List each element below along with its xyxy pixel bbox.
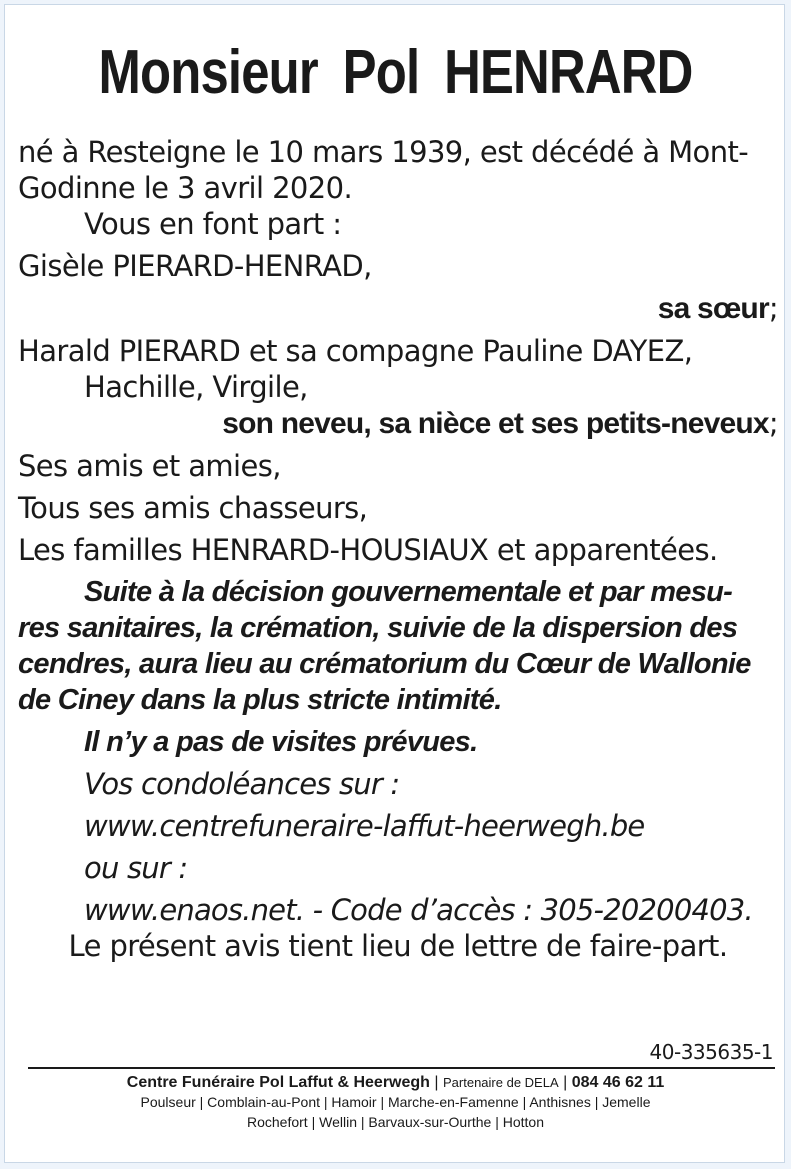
birth-line-1: né à Resteigne le 10 mars 1939, est décédé à Mont- <box>18 135 749 169</box>
divider <box>28 1067 775 1069</box>
hunters-line: Tous ses amis chasseurs, <box>18 491 368 525</box>
cremation-line-4: de Ciney dans la plus stricte intimité. <box>18 684 502 716</box>
separator: | <box>434 1074 439 1091</box>
or-on-line: ou sur : <box>84 851 188 885</box>
separator: | <box>563 1074 568 1091</box>
footer <box>0 1074 791 1132</box>
announce-line: Vous en font part : <box>84 207 342 241</box>
cremation-line-3: cendres, aura lieu au crématorium du Cœur de Wallonie <box>18 648 751 680</box>
nephew-line-1: Harald PIERARD et sa compagne Pauline DAYEZ, <box>18 334 693 368</box>
condolences-line: Vos condoléances sur : <box>84 767 400 801</box>
footer-locations-1: Poulseur | Comblain-au-Pont | Hamoir | Marche-en-Famenne | Anthisnes | Jemelle <box>140 1094 651 1110</box>
footer-locations-2: Rochefort | Wellin | Barvaux-sur-Ourthe | Hotton <box>247 1114 544 1130</box>
company-name: Centre Funéraire Pol Laffut & Heerwegh <box>126 1074 430 1091</box>
notice-title: Monsieur Pol HENRARD <box>98 38 693 107</box>
nephew-role: son neveu, sa nièce et ses petits-neveux <box>222 407 769 440</box>
cremation-line-2: res sanitaires, la crémation, suivie de la dispersion des <box>18 612 738 644</box>
sister-role-line <box>18 290 778 327</box>
sister-name: Gisèle PIERARD-HENRAD, <box>18 249 372 283</box>
closing-line: Le présent avis tient lieu de lettre de faire-part. <box>68 929 728 963</box>
reference-number: 40-335635-1 <box>649 1040 773 1064</box>
cremation-line-1: Suite à la décision gouvernementale et par mesu- <box>84 576 733 608</box>
phone-number: 084 46 62 11 <box>571 1074 665 1091</box>
sister-role: sa sœur <box>657 292 769 325</box>
website-link-2[interactable]: www.enaos.net. - Code d’accès : 305-20200403. <box>84 893 753 927</box>
birth-line-2: Godinne le 3 avril 2020. <box>18 171 353 205</box>
no-visits-line: Il n’y a pas de visites prévues. <box>84 726 478 758</box>
nephew-role-line <box>18 405 778 442</box>
partner-label: Partenaire de DELA <box>443 1075 559 1090</box>
families-line: Les familles HENRARD-HOUSIAUX et apparentées. <box>18 533 718 567</box>
semicolon: ; <box>768 291 778 325</box>
website-link-1[interactable]: www.centrefuneraire-laffut-heerwegh.be <box>84 809 645 843</box>
semicolon: ; <box>768 406 778 440</box>
notice-body <box>18 134 778 964</box>
nephew-line-2: Hachille, Virgile, <box>84 370 308 404</box>
footer-company-line <box>0 1074 791 1092</box>
friends-line: Ses amis et amies, <box>18 449 281 483</box>
